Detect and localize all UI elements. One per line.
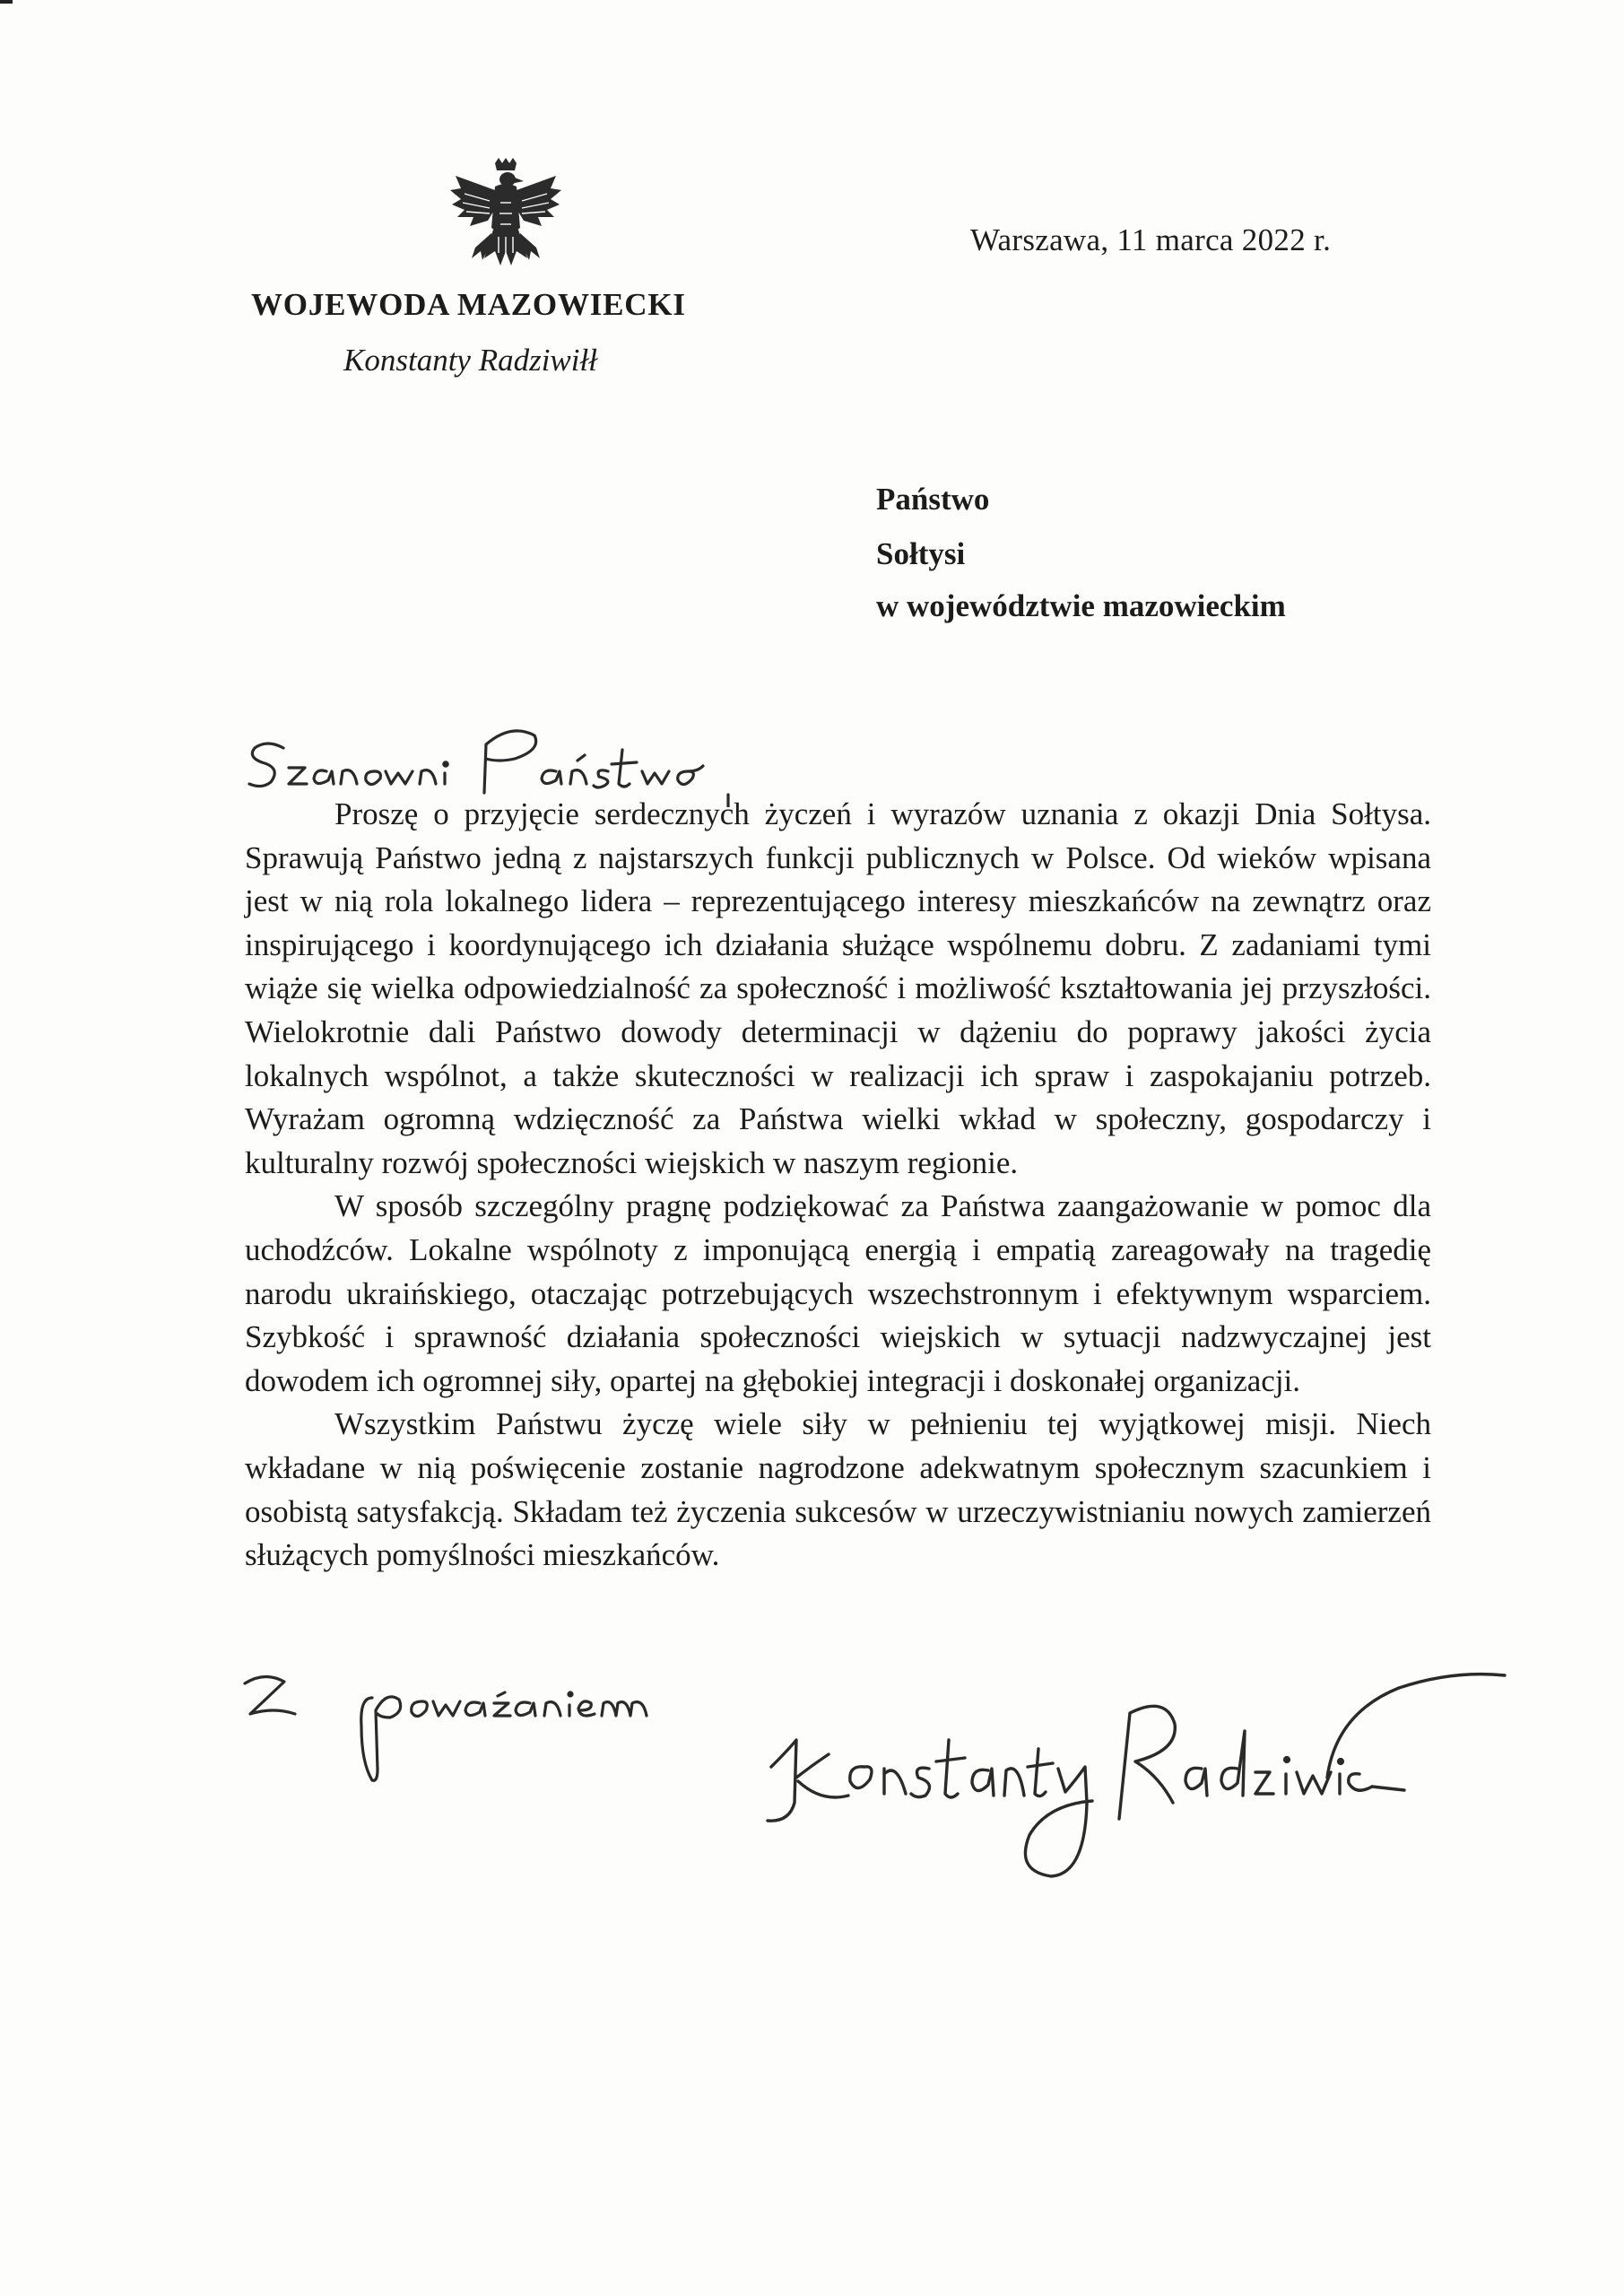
handwritten-signature xyxy=(753,1668,1515,1928)
sender-name: Konstanty Radziwiłł xyxy=(343,343,597,378)
recipient-line-1: Państwo xyxy=(876,482,990,517)
eagle-emblem-icon xyxy=(448,158,563,285)
recipient-line-2: Sołtysi xyxy=(876,536,966,571)
letter-body xyxy=(245,793,1431,1578)
letter-date: Warszawa, 11 marca 2022 r. xyxy=(970,222,1332,257)
body-paragraph-2: W sposób szczególny pragnę podziękować za Państwa zaangażowanie w pomoc dla uchodźców. Lokalne wspólnoty z imponującą energią i empatią zareagowały na tragedię narodu ukraińskiego, otaczając potrzebujących wszechstronnym i efektywnym wsparciem. Szybkość i sprawność działania społeczności wiejskich w sytuacji nadzwyczajnej jest dowodem ich ogromnej siły, opartej na głębokiej integracji i doskonałej organizacji. xyxy=(245,1188,1431,1398)
body-paragraph-3: Wszystkim Państwu życzę wiele siły w pełnieniu tej wyjątkowej misji. Niech wkładane w nią poświęcenie zostanie nagrodzone adekwatnym społecznym szacunkiem i osobistą satysfakcją. Składam też życzenia sukcesów w urzeczywistnianiu nowych zamierzeń służących pomyślności mieszkańców. xyxy=(245,1406,1431,1573)
recipient-line-3: w województwie mazowieckim xyxy=(876,588,1286,623)
sender-title: WOJEWODA MAZOWIECKI xyxy=(251,287,686,322)
body-paragraph-1: Proszę o przyjęcie serdecznych życzeń i wyrazów uznania z okazji Dnia Sołtysa. Sprawują Państwo jedną z najstarszych funkcji publicznych w Polsce. Od wieków wpisana jest w nią rola lokalnego lidera – reprezentującego interesy mieszkańców na zewnątrz oraz inspirującego i koordynującego ich działania służące wspólnemu dobru. Z zadaniami tymi wiąże się wielka odpowiedzialność za społeczność i możliwość kształtowania jej przyszłości. Wielokrotnie dali Państwo dowody determinacji w dążeniu do poprawy jakości życia lokalnych wspólnot, a także skuteczności w realizacji ich spraw i zaspokajaniu potrzeb. Wyrażam ogromną wdzięczność za Państwa wielki wkład w społeczny, gospodarczy i kulturalny rozwój społeczności wiejskich w naszym regionie. xyxy=(245,796,1431,1180)
scan-edge-mark xyxy=(0,0,13,4)
handwritten-closing xyxy=(238,1664,740,1789)
